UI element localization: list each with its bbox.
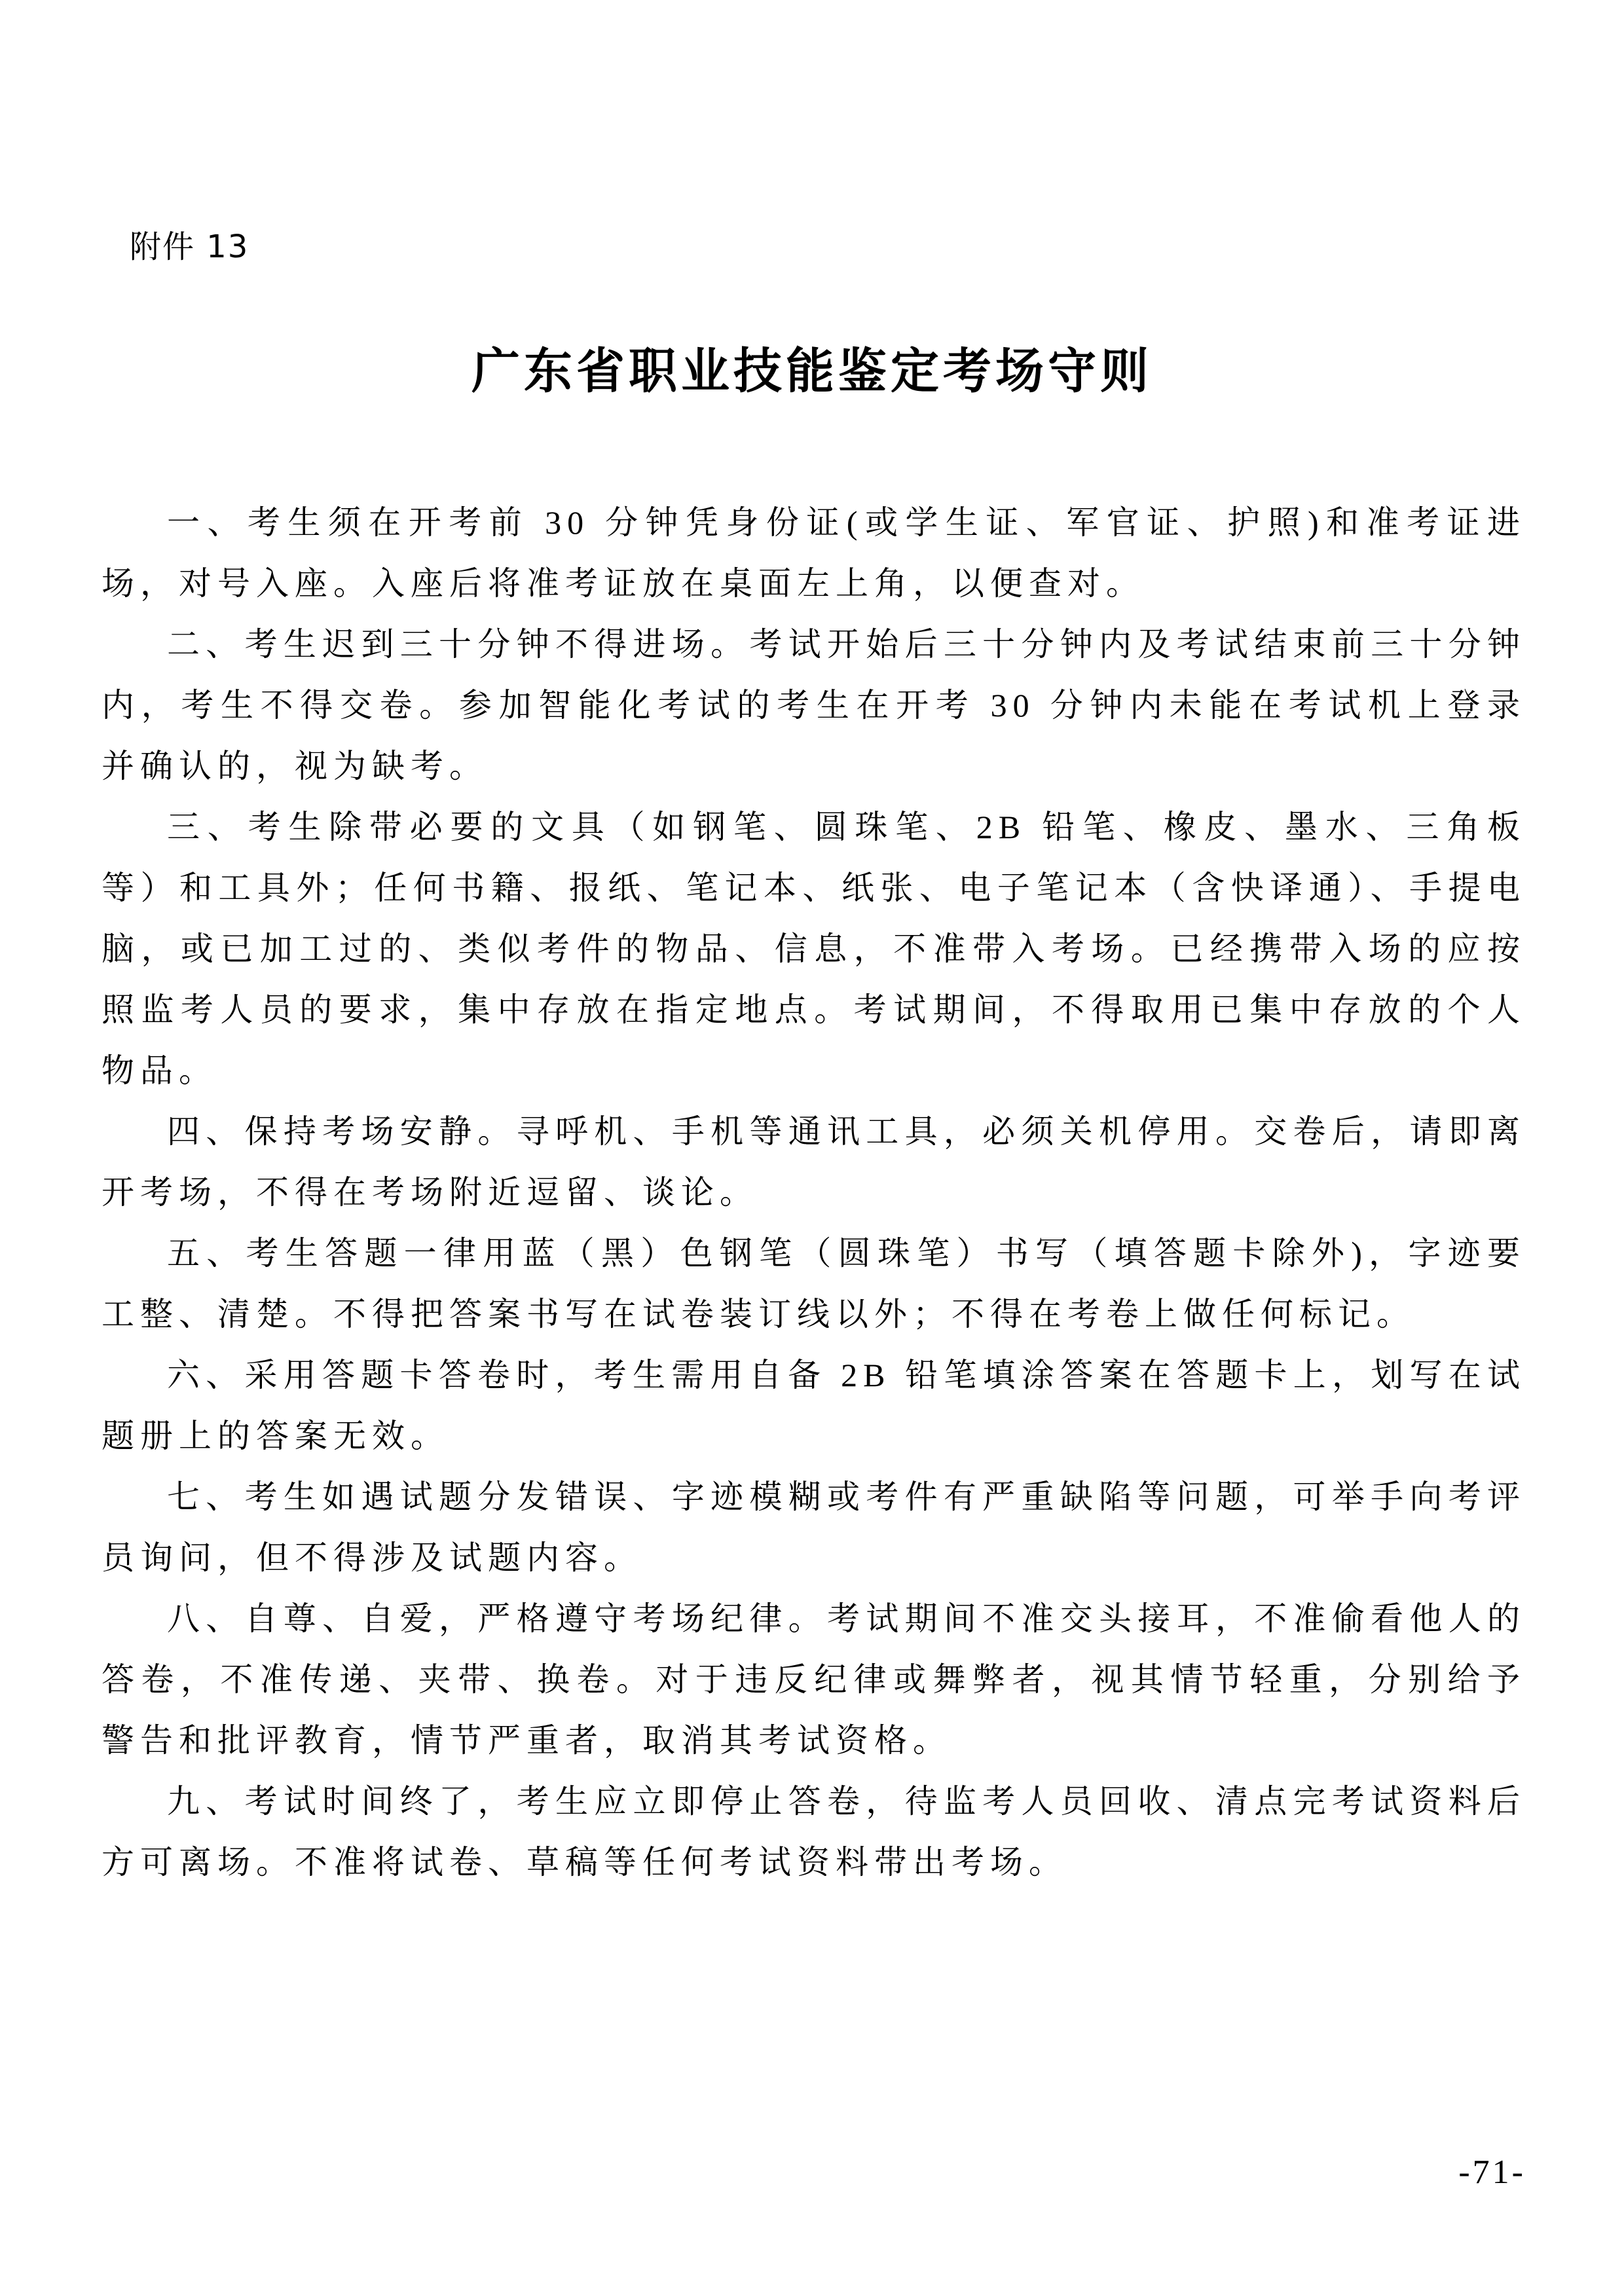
rule-paragraph-8: 八、自尊、自爱，严格遵守考场纪律。考试期间不准交头接耳，不准偷看他人的答卷，不准传递、夹带、换卷。对于违反纪律或舞弊者，视其情节轻重，分别给予警告和批评教育，情节严重者，取消其考试资格。 [101,1600,1526,1759]
rule-paragraph-1: 一、考生须在开考前 30 分钟凭身份证(或学生证、军官证、护照)和准考证进场，对号入座。入座后将准考证放在桌面左上角，以便查对。 [101,504,1526,602]
document-body [101,492,1526,1893]
attachment-label: 附件 13 [130,229,249,265]
rule-paragraph-5: 五、考生答题一律用蓝（黑）色钢笔（圆珠笔）书写（填答题卡除外)，字迹要工整、清楚。不得把答案书写在试卷装订线以外；不得在考卷上做任何标记。 [101,1235,1526,1332]
rule-paragraph-4: 四、保持考场安静。寻呼机、手机等通讯工具，必须关机停用。交卷后，请即离开考场，不得在考场附近逗留、谈论。 [101,1113,1526,1211]
rule-paragraph-9: 九、考试时间终了，考生应立即停止答卷，待监考人员回收、清点完考试资料后方可离场。不准将试卷、草稿等任何考试资料带出考场。 [101,1783,1526,1881]
rule-paragraph-2: 二、考生迟到三十分钟不得进场。考试开始后三十分钟内及考试结束前三十分钟内，考生不得交卷。参加智能化考试的考生在开考 30 分钟内未能在考试机上登录并确认的，视为缺考。 [101,626,1526,784]
rule-paragraph-6: 六、采用答题卡答卷时，考生需用自备 2B 铅笔填涂答案在答题卡上，划写在试题册上的答案无效。 [101,1357,1526,1454]
page-number: -71- [1458,2154,1526,2191]
page-title: 广东省职业技能鉴定考场守则 [471,345,1153,399]
rule-paragraph-7: 七、考生如遇试题分发错误、字迹模糊或考件有严重缺陷等问题，可举手向考评员询问，但不得涉及试题内容。 [101,1478,1526,1576]
rule-paragraph-3: 三、考生除带必要的文具（如钢笔、圆珠笔、2B 铅笔、橡皮、墨水、三角板等）和工具外；任何书籍、报纸、笔记本、纸张、电子笔记本（含快译通）、手提电脑，或已加工过的、类似考件的物品、信息，不准带入考场。已经携带入场的应按照监考人员的要求，集中存放在指定地点。考试期间，不得取用已集中存放的个人物品。 [101,809,1526,1089]
